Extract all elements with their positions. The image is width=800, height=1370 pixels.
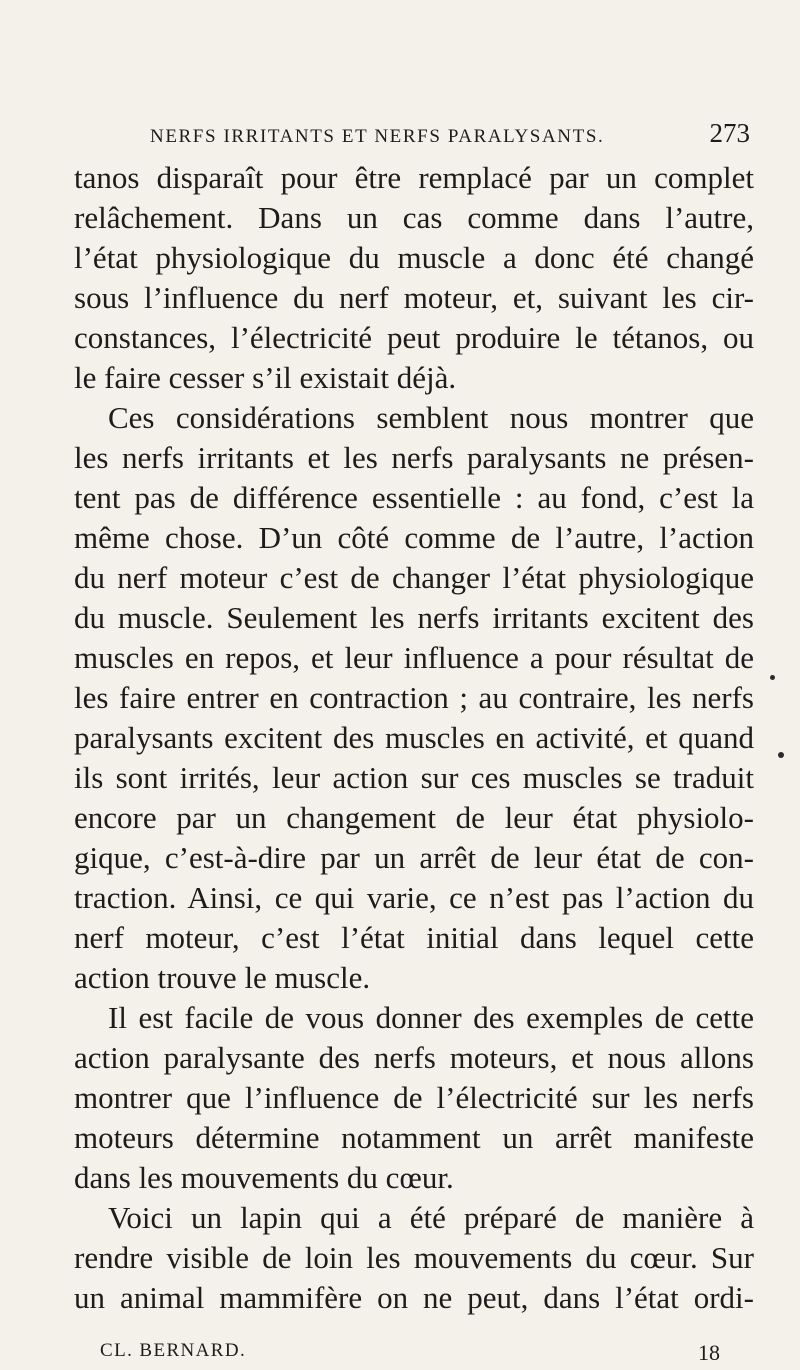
paragraph-start-line: Voici un lapin qui a été préparé de manière à xyxy=(108,1200,754,1235)
body-text xyxy=(74,158,754,1318)
running-title: NERFS IRRITANTS ET NERFS PARALYSANTS. xyxy=(150,126,605,147)
text-line: tent pas de différence essentielle : au fond, c’est la xyxy=(74,480,754,515)
text-line: les faire entrer en contraction ; au contraire, les nerfs xyxy=(74,680,754,715)
text-line: traction. Ainsi, ce qui varie, ce n’est pas l’action du xyxy=(74,880,754,915)
text-line: paralysants excitent des muscles en activité, et quand xyxy=(74,720,754,755)
text-line: du muscle. Seulement les nerfs irritants excitent des xyxy=(74,600,754,635)
text-line: action paralysante des nerfs moteurs, et nous allons xyxy=(74,1040,754,1075)
text-line: même chose. D’un côté comme de l’autre, l’action xyxy=(74,520,754,555)
text-line: muscles en repos, et leur influence a pour résultat de xyxy=(74,640,754,675)
page-number: 273 xyxy=(709,118,750,148)
text-line: sous l’influence du nerf moteur, et, suivant les cir- xyxy=(74,280,754,315)
ink-speck xyxy=(778,752,784,758)
ink-speck xyxy=(770,675,775,680)
text-line: nerf moteur, c’est l’état initial dans lequel cette xyxy=(74,920,754,955)
text-line: l’état physiologique du muscle a donc été changé xyxy=(74,240,754,275)
page-footer xyxy=(100,1340,720,1370)
text-line: constances, l’électricité peut produire le tétanos, ou xyxy=(74,320,754,355)
text-line: rendre visible de loin les mouvements du cœur. Sur xyxy=(74,1240,754,1275)
signature-mark: CL. BERNARD. xyxy=(100,1340,247,1361)
gathering-number: 18 xyxy=(698,1340,720,1365)
text-line: moteurs détermine notamment un arrêt manifeste xyxy=(74,1120,754,1155)
text-line: tanos disparaît pour être remplacé par un complet xyxy=(74,160,754,195)
text-line: encore par un changement de leur état physiolo- xyxy=(74,800,754,835)
text-line: ils sont irrités, leur action sur ces muscles se traduit xyxy=(74,760,754,795)
text-line: du nerf moteur c’est de changer l’état physiologique xyxy=(74,560,754,595)
text-line: un animal mammifère on ne peut, dans l’état ordi- xyxy=(74,1280,754,1315)
text-line: dans les mouvements du cœur. xyxy=(74,1160,454,1195)
text-line: montrer que l’influence de l’électricité sur les nerfs xyxy=(74,1080,754,1115)
text-line: gique, c’est-à-dire par un arrêt de leur état de con- xyxy=(74,840,754,875)
text-line: les nerfs irritants et les nerfs paralysants ne présen- xyxy=(74,440,754,475)
paragraph-start-line: Il est facile de vous donner des exemples de cette xyxy=(108,1000,754,1035)
text-line: relâchement. Dans un cas comme dans l’autre, xyxy=(74,200,754,235)
text-line: action trouve le muscle. xyxy=(74,960,371,995)
paragraph-start-line: Ces considérations semblent nous montrer que xyxy=(108,400,754,435)
running-head xyxy=(150,118,750,158)
text-line: le faire cesser s’il existait déjà. xyxy=(74,360,457,395)
